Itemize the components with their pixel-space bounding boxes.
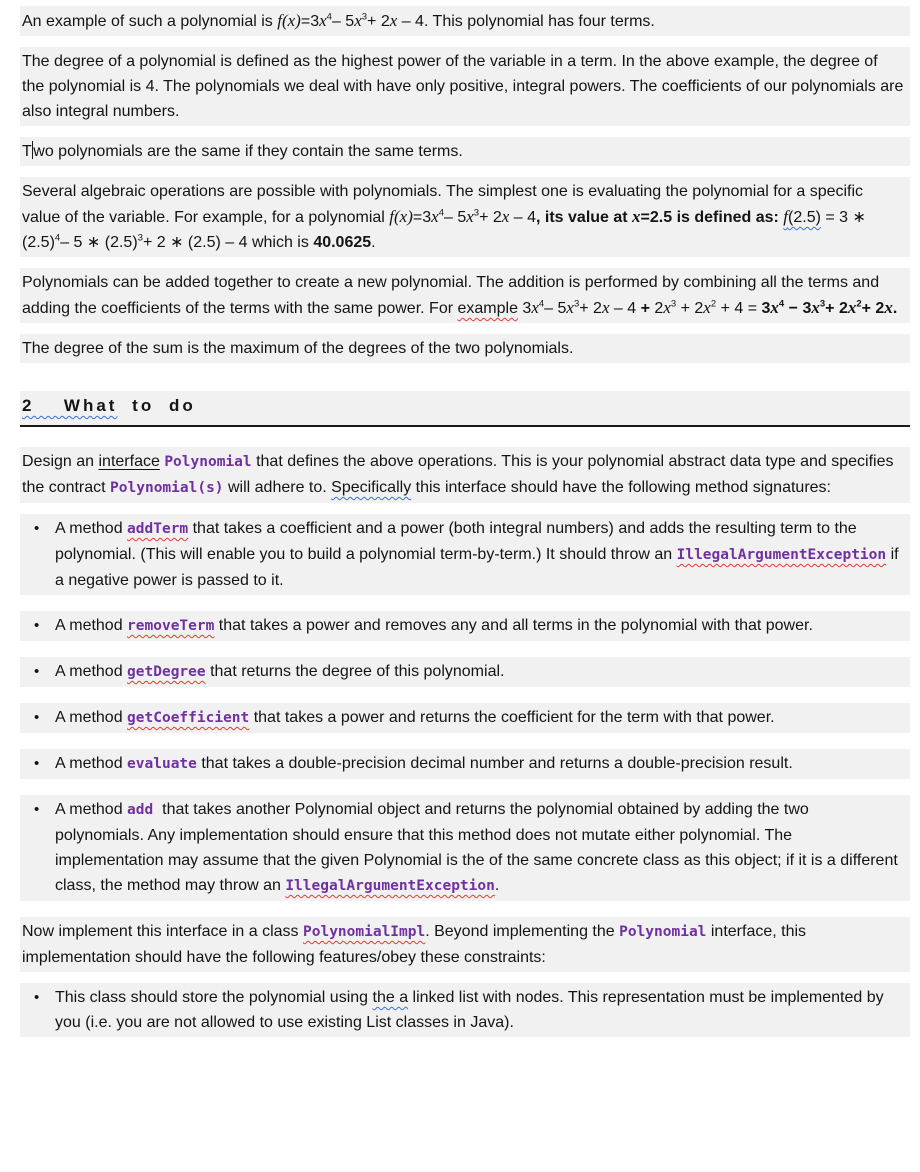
text-run: =3 <box>412 209 432 226</box>
text-run: 2 <box>710 298 717 310</box>
bullet-marker: • <box>34 709 40 726</box>
text-run: 3 <box>361 11 368 23</box>
text-run: + 2 <box>861 300 885 317</box>
text-run: f(x) <box>277 11 301 30</box>
bullet-text <box>55 751 904 777</box>
text-run: – 4 <box>509 209 536 226</box>
bullet-item[interactable] <box>20 703 910 733</box>
bullet-marker: • <box>34 663 40 680</box>
text-run: + 2 <box>479 209 502 226</box>
text-run: + 2 <box>825 300 848 317</box>
text-run: x <box>884 298 893 317</box>
code-token: Polynomial <box>164 454 252 470</box>
bullet-item[interactable] <box>20 611 910 641</box>
bullet-item[interactable] <box>20 657 910 687</box>
text-run: x <box>632 207 641 226</box>
text-run: – 5 <box>544 300 567 317</box>
text-run: 3 <box>473 207 480 219</box>
paragraph[interactable] <box>20 177 910 257</box>
text-run: + 2 ∗ (2.5) – 4 which is <box>142 234 314 251</box>
text-run: x <box>566 298 574 317</box>
text-run: if a negative power is passed to it. <box>55 546 904 589</box>
text-run: – 5 <box>443 209 467 226</box>
paragraph[interactable] <box>20 268 910 323</box>
text-run: x <box>501 207 510 226</box>
text-run: Polynomials can be added together to create a new polynomial. The addition is performed by combining all the terms and adding the coefficients of the terms with the same power. For <box>22 274 884 317</box>
bullet-marker: • <box>34 755 40 772</box>
code-token: removeTerm <box>127 618 215 634</box>
paragraph[interactable] <box>20 137 910 166</box>
text-run: x <box>531 298 539 317</box>
section-heading[interactable] <box>20 391 910 427</box>
text-run: x <box>431 207 439 226</box>
text-run: wo polynomials are the same if they contain the same terms. <box>33 143 463 160</box>
text-run: Specifically <box>331 479 412 496</box>
text-run: – 4 <box>609 300 641 317</box>
text-run: = 3 ∗ (2.5) <box>22 209 871 251</box>
bullet-text <box>55 985 904 1035</box>
code-token: add <box>127 802 154 818</box>
text-run: that takes a power and returns the coefficient for the term with that power. <box>249 709 775 726</box>
text-run: 2 What <box>22 396 118 415</box>
text-run: A method <box>55 755 128 772</box>
text-run: Design an <box>22 453 99 470</box>
text-run: . Beyond implementing the <box>425 923 620 940</box>
text-run: – 5 ∗ (2.5) <box>60 234 138 251</box>
text-run: f <box>783 207 789 226</box>
code-token: getCoefficient <box>127 710 250 726</box>
code-token: IllegalArgumentException <box>285 878 495 894</box>
text-run: interface, this implementation should have the following features/obey these constraints: <box>22 923 811 966</box>
text-run: + 2 <box>579 300 602 317</box>
text-run: that takes another Polynomial object and returns the polynomial obtained by adding the two polynomials. Any implementation should ensure that this method does not mutate either polynomial. The implementation may assume that the given Polynomial is the of the same concrete class as this object; if it is a different class, the method may throw an <box>55 801 903 894</box>
bullet-marker: • <box>34 617 40 634</box>
text-run: 3 <box>573 298 580 310</box>
text-run: . <box>892 300 898 317</box>
text-run: to do <box>117 396 196 415</box>
bullet-text <box>55 516 904 593</box>
text-run: . <box>371 234 376 251</box>
code-token: IllegalArgumentException <box>676 547 887 563</box>
text-run: x <box>847 298 857 317</box>
text-run: x <box>601 298 610 317</box>
text-run: − 3 <box>784 300 812 317</box>
text-run: that takes a double-precision decimal number and returns a double-precision result. <box>196 755 793 772</box>
text-run: x <box>389 11 398 30</box>
text-run: A method <box>55 617 128 634</box>
text-run: 3 <box>819 298 826 310</box>
text-run: . <box>494 877 500 894</box>
paragraph[interactable] <box>20 917 910 972</box>
text-run: (2.5) <box>788 209 821 226</box>
text-run: 3 <box>670 298 677 310</box>
text-run: x <box>354 11 362 30</box>
text-run: x <box>770 298 779 317</box>
paragraph[interactable] <box>20 334 910 363</box>
text-run: 40.0625 <box>313 234 372 251</box>
text-run: 4 <box>326 11 332 23</box>
text-run: x <box>811 298 820 317</box>
code-token: Polynomial(s) <box>110 480 224 496</box>
text-run: This class should store the polynomial using <box>55 989 373 1006</box>
text-run: that takes a power and removes any and all terms in the polynomial with that power. <box>214 617 813 634</box>
text-run: + <box>640 300 650 317</box>
text-run: A method <box>55 801 128 818</box>
text-run: 3 <box>517 300 532 317</box>
text-run: =3 <box>300 13 320 30</box>
text-run: The degree of a polynomial is defined as the highest power of the variable in a term. In the above example, the degree of the polynomial is 4. The polynomials we deal with have only positive, integral powers. The coefficients of our polynomials are also integral numbers. <box>22 53 908 120</box>
text-run: A method <box>55 663 128 680</box>
text-run: 4 <box>538 298 545 310</box>
bullet-item[interactable] <box>20 983 910 1037</box>
text-run: Several algebraic operations are possible with polynomials. The simplest one is evaluating the polynomial for a specific value of the variable. For example, for a polynomial <box>22 183 868 226</box>
paragraph[interactable] <box>20 47 910 126</box>
bullet-text <box>55 659 904 685</box>
text-run: the a <box>372 989 409 1006</box>
text-run: An example of such a polynomial is <box>22 13 278 30</box>
code-token: getDegree <box>127 664 206 680</box>
text-run: x <box>663 298 671 317</box>
text-run: that takes a coefficient and a power (both integral numbers) and adds the resulting term to the polynomial. (This will enable you to build a polynomial term-by-term.) It should throw an <box>55 520 862 563</box>
text-run: 4 <box>778 298 785 310</box>
text-run: will adhere to. <box>223 479 332 496</box>
text-run: – 4. This polynomial has four terms. <box>397 13 655 30</box>
text-run: 4 <box>54 232 61 244</box>
text-run: – 5 <box>331 13 355 30</box>
text-run: interface <box>98 453 160 470</box>
text-run: x <box>319 11 327 30</box>
text-run: this interface should have the following method signatures: <box>411 479 831 496</box>
text-run: + 2 <box>676 300 704 317</box>
text-run: 3 <box>137 232 143 244</box>
text-run: x <box>703 298 711 317</box>
text-run: , <box>536 209 541 226</box>
bullet-item[interactable] <box>20 795 910 901</box>
bullet-item[interactable] <box>20 749 910 779</box>
text-run: linked list with nodes. This representation must be implemented by you (i.e. you are not allowed to use existing List classes in Java). <box>55 989 889 1031</box>
text-run: Now implement this interface in a class <box>22 923 303 940</box>
text-run: example <box>457 300 518 317</box>
text-run: + 2 <box>367 13 390 30</box>
bullet-text <box>55 705 904 731</box>
bullet-marker: • <box>34 989 40 1006</box>
text-run: f(x) <box>389 207 413 226</box>
text-run: =2.5 is defined as: <box>640 209 784 226</box>
code-token: PolynomialImpl <box>303 924 426 940</box>
text-run: that returns the degree of this polynomial. <box>205 663 505 680</box>
text-run: its value at <box>540 209 633 226</box>
bullet-text <box>55 613 904 639</box>
bullet-marker: • <box>34 801 40 818</box>
code-token: addTerm <box>127 521 189 537</box>
bullet-text <box>55 797 904 899</box>
text-run: 2 <box>856 298 862 310</box>
text-run: that defines the above operations. This is your polynomial abstract data type and specifies the contract <box>22 453 898 496</box>
bullet-marker: • <box>34 520 40 537</box>
code-token: evaluate <box>127 756 197 772</box>
text-run: 4 <box>438 207 444 219</box>
paragraph[interactable] <box>20 447 910 503</box>
paragraph[interactable] <box>20 6 910 36</box>
text-run: The degree of the sum is the maximum of the degrees of the two polynomials. <box>22 340 574 357</box>
text-run: 2 <box>649 300 664 317</box>
text-run: 3 <box>761 300 771 317</box>
bullet-item[interactable] <box>20 514 910 595</box>
text-run: x <box>466 207 474 226</box>
text-run: T <box>22 143 32 160</box>
text-run: A method <box>55 520 128 537</box>
text-run: + 4 = <box>716 300 762 317</box>
code-token: Polynomial <box>619 924 707 940</box>
text-run: A method <box>55 709 128 726</box>
